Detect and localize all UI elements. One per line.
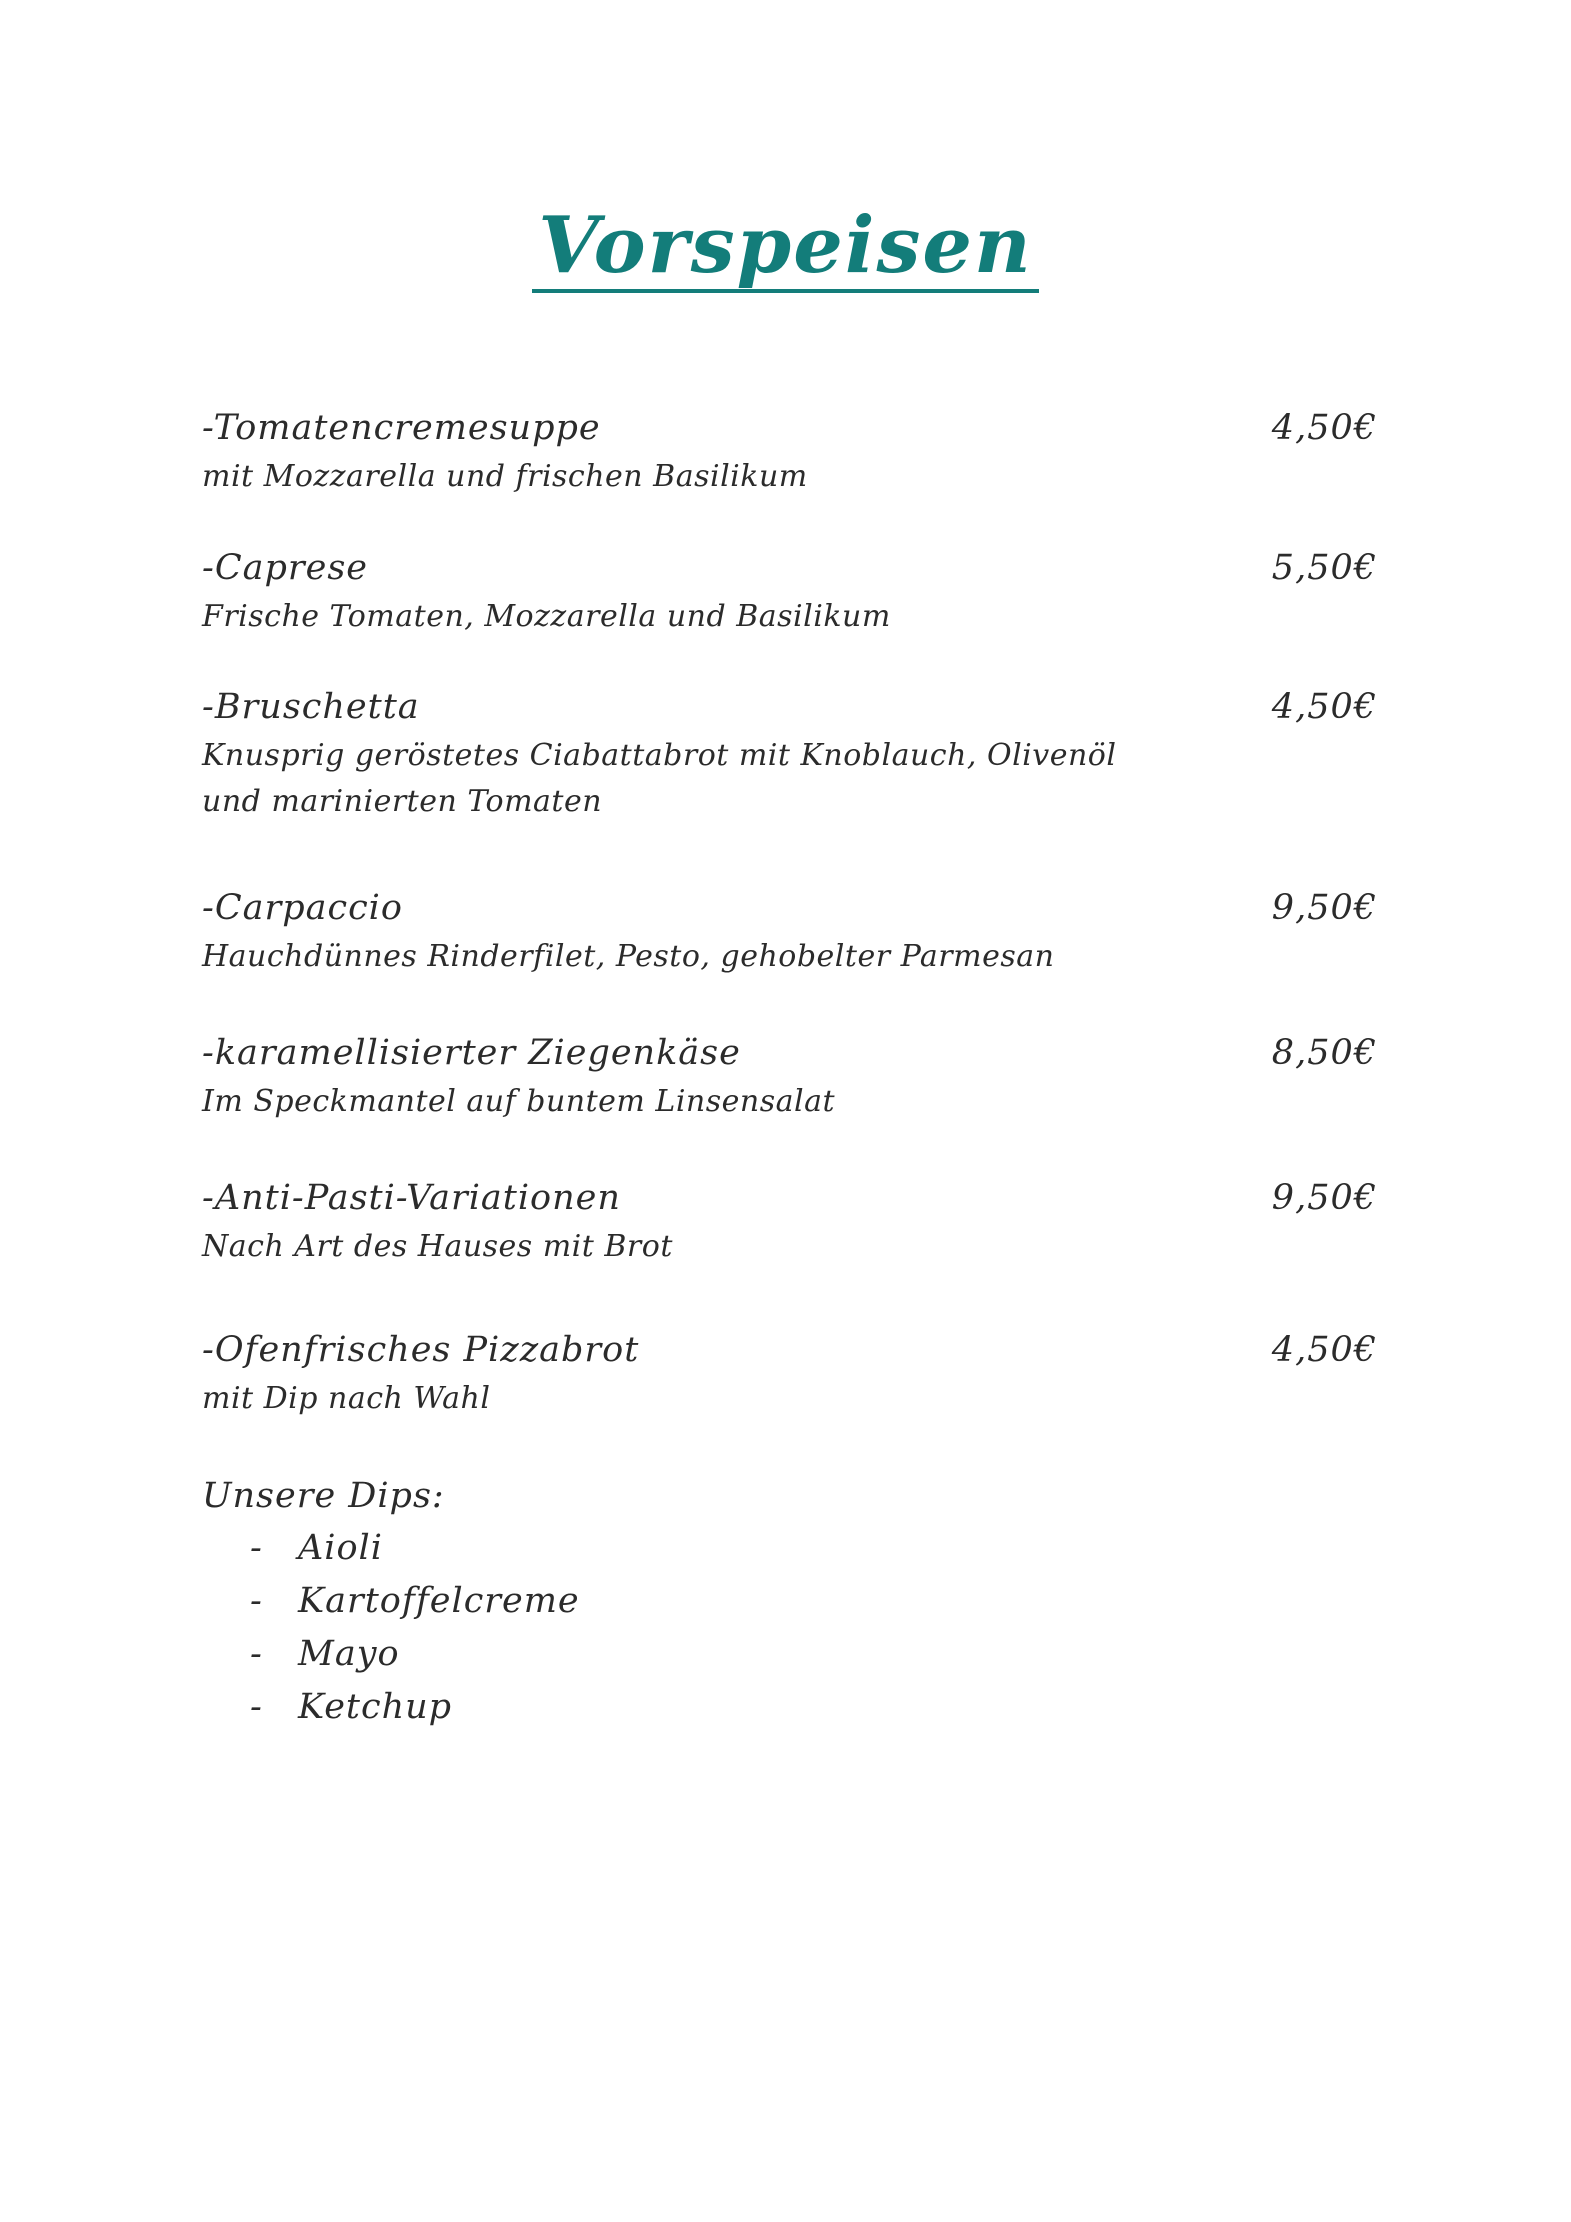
menu-item-price: 8,50€ [1271, 1033, 1377, 1073]
menu-item-price: 4,50€ [1271, 687, 1377, 727]
menu-item-name: -karamellisierter Ziegenkäse [202, 1033, 741, 1073]
dash-bullet: - [250, 1581, 263, 1621]
menu-item-price: 4,50€ [1271, 408, 1377, 448]
dip-item-label: Mayo [298, 1634, 400, 1674]
dash-bullet: - [250, 1634, 263, 1674]
menu-item [202, 548, 1377, 640]
menu-item-description: Im Speckmantel auf buntem Linsensalat [202, 1084, 836, 1119]
menu-item-price: 9,50€ [1271, 888, 1377, 928]
menu-item [202, 1330, 1377, 1422]
page-title [0, 200, 1571, 293]
dip-item-label: Kartoffelcreme [298, 1581, 580, 1621]
menu-item-description: mit Dip nach Wahl [202, 1381, 491, 1416]
menu-item-name: -Tomatencremesuppe [202, 408, 601, 448]
dip-item-label: Ketchup [298, 1687, 453, 1727]
menu-item [202, 408, 1377, 500]
menu-item-description: Frische Tomaten, Mozzarella und Basilikum [202, 599, 891, 634]
dash-bullet: - [250, 1528, 263, 1568]
dip-list [202, 1522, 580, 1734]
menu-item-description: mit Mozzarella und frischen Basilikum [202, 459, 808, 494]
menu-item-description: und marinierten Tomaten [202, 784, 603, 819]
dip-item [202, 1522, 580, 1575]
menu-item [202, 1178, 1377, 1270]
menu-item-price: 5,50€ [1271, 548, 1377, 588]
dip-item [202, 1575, 580, 1628]
menu-item-name: -Caprese [202, 548, 368, 588]
menu-item-name: -Carpaccio [202, 888, 403, 928]
menu-item-name: -Anti-Pasti-Variationen [202, 1178, 621, 1218]
menu-item [202, 687, 1377, 825]
menu-item-description: Hauchdünnes Rinderfilet, Pesto, gehobelter Parmesan [202, 939, 1055, 974]
dip-item [202, 1681, 580, 1734]
menu-item-description: Nach Art des Hauses mit Brot [202, 1229, 673, 1264]
dip-item-label: Aioli [298, 1528, 383, 1568]
menu-item-price: 4,50€ [1271, 1330, 1377, 1370]
menu-item-name: -Bruschetta [202, 687, 420, 727]
menu-item [202, 888, 1377, 980]
menu-item [202, 1033, 1377, 1125]
dip-item [202, 1628, 580, 1681]
menu-item-price: 9,50€ [1271, 1178, 1377, 1218]
menu-item-name: -Ofenfrisches Pizzabrot [202, 1330, 640, 1370]
dash-bullet: - [250, 1687, 263, 1727]
dips-title: Unsere Dips: [202, 1476, 445, 1516]
page-title-text: Vorspeisen [532, 205, 1038, 293]
menu-item-description: Knusprig geröstetes Ciabattabrot mit Knoblauch, Olivenöl [202, 738, 1117, 773]
dips-section [202, 1470, 580, 1734]
